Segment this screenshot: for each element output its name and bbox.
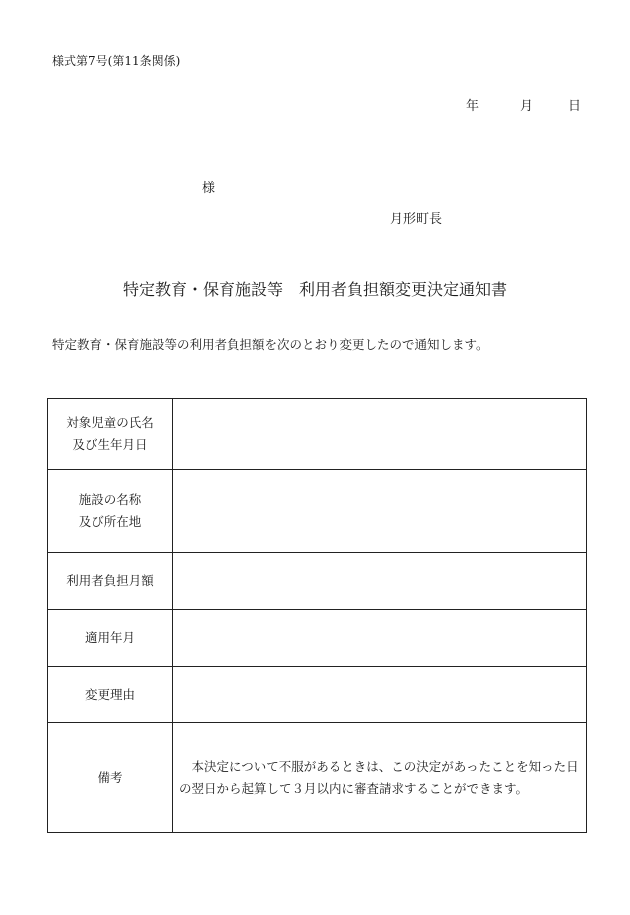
form-number: 様式第7号(第11条関係) <box>52 54 181 68</box>
date-month-label: 月 <box>520 99 534 114</box>
remarks-line: の翌日から起算して３月以内に審査請求することができます。 <box>179 780 529 796</box>
value-remarks <box>173 723 587 833</box>
intro-text: 特定教育・保育施設等の利用者負担額を次のとおり変更したので通知します。 <box>52 337 489 352</box>
label-line: 対象児童の氏名 <box>66 415 154 430</box>
remarks-line: 本決定について不服があるときは、この決定があったことを知った日 <box>179 758 579 774</box>
value-monthly-fee[interactable] <box>173 553 587 610</box>
table-row-remarks <box>48 723 587 833</box>
table-row-facility <box>48 470 587 553</box>
label-effective-month <box>48 610 173 667</box>
label-line: 適用年月 <box>84 630 135 645</box>
table-row-effective-month <box>48 610 587 667</box>
value-child-name-birthdate[interactable] <box>173 399 587 470</box>
label-line: 施設の名称 <box>78 492 142 507</box>
label-monthly-fee <box>48 553 173 610</box>
recipient-honorific: 様 <box>202 181 216 196</box>
date-year-label: 年 <box>466 99 480 114</box>
info-table <box>47 398 587 833</box>
document-title: 特定教育・保育施設等 利用者負担額変更決定通知書 <box>122 280 507 299</box>
date-day-label: 日 <box>568 99 582 114</box>
value-facility[interactable] <box>173 470 587 553</box>
value-change-reason[interactable] <box>173 667 587 723</box>
table-row-child-name-birthdate <box>48 399 587 470</box>
table-row-change-reason <box>48 667 587 723</box>
label-facility <box>48 470 173 553</box>
label-line: 備考 <box>97 769 123 785</box>
label-line: 変更理由 <box>84 686 135 702</box>
label-change-reason <box>48 667 173 723</box>
remarks-text <box>173 756 586 800</box>
label-child-name-birthdate <box>48 399 173 470</box>
label-line: 及び生年月日 <box>72 437 148 452</box>
label-line: 利用者負担月額 <box>66 573 154 588</box>
table-row-monthly-fee <box>48 553 587 610</box>
label-remarks <box>48 723 173 833</box>
issuer-name: 月形町長 <box>390 212 443 227</box>
label-line: 及び所在地 <box>78 514 142 529</box>
value-effective-month[interactable] <box>173 610 587 667</box>
